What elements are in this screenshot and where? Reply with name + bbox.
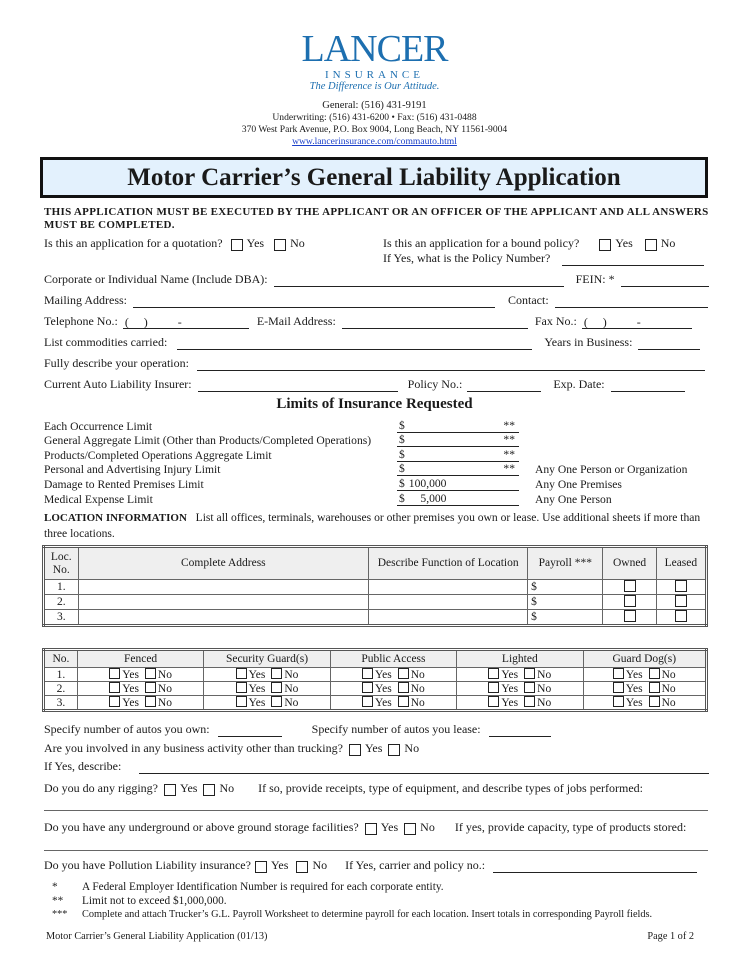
autos-own-label: Specify number of autos you own: — [44, 722, 210, 736]
email-field[interactable] — [342, 315, 528, 329]
telephone-label: Telephone No.: — [44, 314, 118, 328]
commodities-field[interactable] — [177, 336, 532, 350]
leased-checkbox[interactable] — [675, 580, 687, 592]
yes-label: Yes — [270, 858, 289, 872]
footnote-mark: ** — [503, 462, 515, 476]
rigging-no-checkbox[interactable] — [203, 784, 215, 796]
pollution-label: Do you have Pollution Liability insurance? — [44, 858, 251, 872]
public-yes-checkbox[interactable] — [362, 696, 373, 707]
guard-cell — [204, 682, 330, 696]
footnote-text: Limit not to exceed $1,000,000. — [82, 895, 227, 907]
guard-yes-checkbox[interactable] — [236, 668, 247, 679]
autos-row — [44, 722, 551, 737]
dog-no-checkbox[interactable] — [649, 668, 660, 679]
footnote-payroll — [52, 908, 652, 922]
guard-no-checkbox[interactable] — [271, 696, 282, 707]
contact-field[interactable] — [555, 294, 708, 308]
owned-checkbox[interactable] — [624, 580, 636, 592]
insurer-field[interactable] — [198, 378, 398, 392]
policy-no-field[interactable] — [467, 378, 541, 392]
pollution-carrier-field[interactable] — [493, 859, 697, 873]
table-row — [44, 610, 707, 626]
insurer-label: Current Auto Liability Insurer: — [44, 377, 192, 391]
storage-label: Do you have any underground or above ground storage facilities? — [44, 820, 359, 834]
storage-yes-checkbox[interactable] — [365, 823, 377, 835]
no-label: No — [537, 683, 552, 695]
currency-symbol: $ — [399, 447, 405, 461]
fein-field[interactable] — [621, 273, 709, 287]
no-label: No — [157, 697, 172, 709]
lighted-no-checkbox[interactable] — [524, 668, 535, 679]
logo-tagline: The Difference is Our Attitude. — [309, 81, 440, 92]
commodities-label: List commodities carried: — [44, 335, 168, 349]
no-label: No — [404, 741, 420, 755]
dog-cell — [583, 696, 706, 711]
fenced-yes-checkbox[interactable] — [109, 668, 120, 679]
no-label: No — [420, 820, 435, 834]
yes-label: Yes — [501, 697, 519, 709]
quotation-no-checkbox[interactable] — [274, 239, 286, 251]
page-number: Page 1 of 2 — [647, 931, 694, 942]
fenced-cell — [77, 668, 203, 682]
currency-symbol: $ — [399, 476, 405, 490]
no-label: No — [661, 683, 676, 695]
footnote-limit — [52, 894, 652, 908]
currency-symbol: $ — [399, 462, 405, 476]
website-link[interactable]: www.lancerinsurance.com/commauto.html — [292, 136, 457, 147]
mailing-address-field[interactable] — [133, 294, 495, 308]
limit-row-each-occurrence — [44, 418, 714, 433]
dog-cell — [583, 682, 706, 696]
dog-yes-checkbox[interactable] — [613, 696, 624, 707]
no-label: No — [284, 669, 299, 681]
fenced-cell — [77, 682, 203, 696]
no-label: No — [410, 669, 425, 681]
limit-label: General Aggregate Limit (Other than Products/Completed Operations) — [44, 434, 372, 448]
location-table — [42, 545, 708, 627]
policy-number-row — [383, 251, 704, 266]
col-security-guard: Security Guard(s) — [204, 650, 330, 668]
guard-cell — [204, 696, 330, 711]
other-business-label: Are you involved in any business activity other than trucking? — [44, 741, 343, 755]
guard-no-checkbox[interactable] — [271, 682, 282, 693]
no-label: No — [290, 236, 305, 250]
limits-title: Limits of Insurance Requested — [276, 396, 473, 412]
public-cell — [330, 668, 456, 682]
no-label: No — [661, 697, 676, 709]
limit-amount — [405, 419, 504, 432]
lighted-cell — [457, 696, 583, 711]
rigging-yes-checkbox[interactable] — [164, 784, 176, 796]
footnote-mark: * — [52, 881, 58, 893]
col-loc-no: Loc. No. — [44, 547, 79, 580]
leased-checkbox[interactable] — [675, 595, 687, 607]
fenced-no-checkbox[interactable] — [145, 682, 156, 693]
yes-label: Yes — [179, 781, 198, 795]
corp-name-row — [44, 272, 709, 287]
logo-wordmark: LANCER — [301, 28, 448, 70]
limit-amount — [405, 433, 504, 446]
dog-no-checkbox[interactable] — [649, 696, 660, 707]
col-lighted: Lighted — [457, 650, 583, 668]
table-row — [44, 682, 707, 696]
storage-followup-label: If yes, provide capacity, type of products stored: — [454, 820, 687, 834]
pollution-yes-checkbox[interactable] — [255, 861, 267, 873]
email-label: E-Mail Address: — [256, 314, 336, 328]
lighted-yes-checkbox[interactable] — [488, 682, 499, 693]
yes-label: Yes — [122, 697, 139, 709]
storage-row — [44, 820, 686, 835]
footnote-text: A Federal Employer Identification Number is required for each corporate entity. — [82, 881, 444, 893]
public-cell — [330, 696, 456, 711]
exp-date-field[interactable] — [611, 378, 685, 392]
rigging-row — [44, 781, 643, 796]
limit-row-medical-expense — [44, 491, 714, 506]
fenced-yes-checkbox[interactable] — [109, 696, 120, 707]
no-label: No — [410, 683, 425, 695]
underwriting-phone: Underwriting: (516) 431-6200 • Fax: (516) 431-0488 — [272, 112, 477, 123]
limit-row-personal-injury — [44, 462, 714, 477]
fenced-yes-checkbox[interactable] — [109, 682, 120, 693]
dog-yes-checkbox[interactable] — [613, 668, 624, 679]
location-instructions: List all offices, terminals, warehouses or other premises you own or lease. Use additional sheets if more than three locations. — [44, 511, 701, 540]
limit-amount: 100,000 — [408, 476, 447, 490]
yes-label: Yes — [375, 683, 392, 695]
pollution-followup-label: If Yes, carrier and policy no.: — [345, 858, 486, 872]
public-no-checkbox[interactable] — [398, 696, 409, 707]
quotation-label: Is this an application for a quotation? — [44, 236, 223, 250]
policy-number-field[interactable] — [562, 252, 704, 266]
operation-label: Fully describe your operation: — [44, 356, 189, 370]
fax-label: Fax No.: — [534, 314, 577, 328]
telephone-field[interactable]: ( ) - — [123, 315, 249, 329]
footnote-mark: ** — [503, 447, 515, 461]
col-no: No. — [44, 650, 78, 668]
owned-cell — [603, 610, 656, 626]
yes-label: Yes — [375, 669, 392, 681]
form-name: Motor Carrier’s General Liability Application (01/13) — [46, 931, 268, 942]
row-number: 3. — [44, 696, 78, 711]
loc-number: 1. — [44, 580, 79, 595]
owned-checkbox[interactable] — [624, 610, 636, 622]
fenced-no-checkbox[interactable] — [145, 696, 156, 707]
dog-no-checkbox[interactable] — [649, 682, 660, 693]
title-box — [40, 157, 708, 198]
quotation-question — [44, 236, 305, 251]
owned-checkbox[interactable] — [624, 595, 636, 607]
leased-cell — [656, 595, 706, 610]
yes-label: Yes — [122, 683, 139, 695]
limit-label: Personal and Advertising Injury Limit — [44, 463, 221, 477]
no-label: No — [660, 236, 676, 250]
col-address: Complete Address — [78, 547, 369, 580]
yes-label: Yes — [625, 697, 643, 709]
function-cell[interactable] — [369, 595, 528, 610]
yes-label: Yes — [248, 683, 266, 695]
footnote-fein — [52, 880, 652, 894]
other-business-no-checkbox[interactable] — [388, 744, 400, 756]
row-number: 2. — [44, 682, 78, 696]
owned-cell — [603, 580, 656, 595]
lighted-yes-checkbox[interactable] — [488, 668, 499, 679]
application-notice: THIS APPLICATION MUST BE EXECUTED BY THE APPLICANT OR AN OFFICER OF THE APPLICANT AND ALL ANSWERS MUST BE COMPLETED. — [44, 206, 709, 231]
yes-label: Yes — [248, 669, 266, 681]
address-cell[interactable] — [78, 610, 369, 626]
no-label: No — [312, 858, 328, 872]
location-intro — [44, 510, 704, 541]
col-public-access: Public Access — [330, 650, 456, 668]
describe-field[interactable] — [139, 760, 709, 774]
rigging-answer-field[interactable] — [44, 810, 708, 811]
bound-yes-checkbox[interactable] — [599, 239, 611, 251]
lighted-cell — [457, 682, 583, 696]
corp-name-field[interactable] — [274, 273, 564, 287]
no-label: No — [537, 697, 552, 709]
footnote-mark: *** — [52, 909, 68, 920]
page-footer — [46, 931, 694, 942]
limit-label: Medical Expense Limit — [44, 492, 153, 506]
lighted-cell — [457, 668, 583, 682]
storage-no-checkbox[interactable] — [404, 823, 416, 835]
no-label: No — [284, 697, 299, 709]
insurer-row — [44, 377, 685, 392]
row-number: 1. — [44, 668, 78, 682]
years-label: Years in Business: — [544, 335, 633, 349]
public-yes-checkbox[interactable] — [362, 682, 373, 693]
footnote-mark: ** — [52, 895, 64, 907]
limit-field — [397, 477, 519, 491]
autos-lease-label: Specify number of autos you lease: — [311, 722, 481, 736]
lancer-logo — [0, 30, 749, 93]
public-no-checkbox[interactable] — [398, 668, 409, 679]
dog-yes-checkbox[interactable] — [613, 682, 624, 693]
guard-yes-checkbox[interactable] — [236, 682, 247, 693]
dog-cell — [583, 668, 706, 682]
location-table-header — [44, 547, 707, 580]
function-cell[interactable] — [369, 610, 528, 626]
limit-amount: 5,000 — [408, 491, 447, 505]
limit-field[interactable] — [397, 462, 519, 476]
payroll-cell[interactable]: $ — [528, 580, 603, 595]
describe-label: If Yes, describe: — [44, 759, 122, 773]
limit-field[interactable] — [397, 433, 519, 447]
phone-row — [44, 314, 692, 329]
yes-label: Yes — [375, 697, 392, 709]
leased-cell — [656, 580, 706, 595]
bound-label: Is this an application for a bound policy? — [383, 236, 580, 250]
bound-question — [383, 236, 675, 251]
bound-no-checkbox[interactable] — [645, 239, 657, 251]
general-phone: General: (516) 431-9191 — [322, 100, 427, 111]
pollution-row — [44, 858, 697, 873]
col-owned: Owned — [603, 547, 656, 580]
yes-label: Yes — [122, 669, 139, 681]
commodities-row — [44, 335, 700, 350]
fenced-no-checkbox[interactable] — [145, 668, 156, 679]
no-label: No — [661, 669, 676, 681]
page-title: Motor Carrier’s General Liability Application — [127, 163, 621, 191]
describe-row — [44, 759, 709, 774]
limit-field — [397, 492, 519, 506]
no-label: No — [410, 697, 425, 709]
public-yes-checkbox[interactable] — [362, 668, 373, 679]
limit-note: Any One Person — [535, 492, 612, 506]
footnote-mark: ** — [503, 433, 515, 447]
yes-label: Yes — [380, 820, 399, 834]
function-cell[interactable] — [369, 580, 528, 595]
mailing-row — [44, 293, 708, 308]
limits-table — [44, 418, 714, 506]
limit-field[interactable] — [397, 419, 519, 433]
limit-row-rented-premises — [44, 476, 714, 491]
table-row — [44, 580, 707, 595]
guard-cell — [204, 668, 330, 682]
other-business-yes-checkbox[interactable] — [349, 744, 361, 756]
limit-field[interactable] — [397, 448, 519, 462]
yes-label: Yes — [246, 236, 265, 250]
autos-own-field[interactable] — [218, 723, 282, 737]
security-table — [42, 648, 708, 712]
yes-label: Yes — [615, 236, 633, 250]
table-row — [44, 696, 707, 711]
contact-block — [0, 100, 749, 148]
storage-answer-field[interactable] — [44, 850, 708, 851]
leased-checkbox[interactable] — [675, 610, 687, 622]
lighted-yes-checkbox[interactable] — [488, 696, 499, 707]
autos-lease-field[interactable] — [489, 723, 551, 737]
years-in-business-field[interactable] — [638, 336, 700, 350]
payroll-cell[interactable]: $ — [528, 595, 603, 610]
no-label: No — [157, 669, 172, 681]
no-label: No — [284, 683, 299, 695]
location-heading: LOCATION INFORMATION — [44, 512, 187, 524]
no-label: No — [157, 683, 172, 695]
yes-label: Yes — [364, 741, 383, 755]
yes-label: Yes — [625, 683, 643, 695]
limit-note: Any One Premises — [535, 477, 622, 491]
policy-no-label: Policy No.: — [407, 377, 463, 391]
currency-symbol: $ — [399, 433, 405, 447]
footnote-text: Complete and attach Trucker’s G.L. Payroll Worksheet to determine payroll for each location. Insert totals in corresponding Payroll fields. — [82, 909, 653, 920]
col-function: Describe Function of Location — [369, 547, 528, 580]
col-leased: Leased — [656, 547, 706, 580]
limit-note: Any One Person or Organization — [535, 463, 688, 477]
lighted-no-checkbox[interactable] — [524, 682, 535, 693]
exp-date-label: Exp. Date: — [553, 377, 605, 391]
limit-label: Damage to Rented Premises Limit — [44, 477, 204, 491]
currency-symbol: $ — [399, 491, 405, 505]
yes-label: Yes — [501, 683, 519, 695]
public-cell — [330, 682, 456, 696]
col-guard-dogs: Guard Dog(s) — [583, 650, 706, 668]
owned-cell — [603, 595, 656, 610]
fenced-cell — [77, 696, 203, 711]
table-row — [44, 668, 707, 682]
payroll-cell[interactable]: $ — [528, 610, 603, 626]
address-cell[interactable] — [78, 595, 369, 610]
currency-symbol: $ — [399, 418, 405, 432]
guard-yes-checkbox[interactable] — [236, 696, 247, 707]
col-payroll: Payroll *** — [528, 547, 603, 580]
limit-row-general-aggregate — [44, 433, 714, 448]
limit-label: Products/Completed Operations Aggregate Limit — [44, 448, 272, 462]
public-no-checkbox[interactable] — [398, 682, 409, 693]
rigging-followup-label: If so, provide receipts, type of equipment, and describe types of jobs performed: — [258, 781, 644, 795]
col-fenced: Fenced — [77, 650, 203, 668]
no-label: No — [537, 669, 552, 681]
lighted-no-checkbox[interactable] — [524, 696, 535, 707]
no-label: No — [219, 781, 235, 795]
loc-number: 3. — [44, 610, 79, 626]
footnotes — [52, 880, 652, 922]
footnote-mark: ** — [503, 418, 515, 432]
corp-name-label: Corporate or Individual Name (Include DBA): — [44, 272, 268, 286]
guard-no-checkbox[interactable] — [271, 668, 282, 679]
limit-label: Each Occurrence Limit — [44, 419, 153, 433]
yes-label: Yes — [625, 669, 643, 681]
operation-field[interactable] — [197, 357, 705, 371]
limit-row-products-aggregate — [44, 447, 714, 462]
limit-amount — [405, 462, 504, 475]
rigging-label: Do you do any rigging? — [44, 781, 158, 795]
contact-label: Contact: — [508, 293, 549, 307]
mailing-label: Mailing Address: — [44, 293, 127, 307]
pollution-no-checkbox[interactable] — [296, 861, 308, 873]
company-address: 370 West Park Avenue, P.O. Box 9004, Long Beach, NY 11561-9004 — [241, 124, 508, 135]
logo-subtitle: INSURANCE — [325, 69, 424, 81]
yes-label: Yes — [248, 697, 266, 709]
fax-field[interactable]: ( ) - — [582, 315, 692, 329]
table-row — [44, 595, 707, 610]
quotation-yes-checkbox[interactable] — [231, 239, 243, 251]
address-cell[interactable] — [78, 580, 369, 595]
loc-number: 2. — [44, 595, 79, 610]
leased-cell — [656, 610, 706, 626]
limit-amount — [405, 448, 504, 461]
policy-number-label: If Yes, what is the Policy Number? — [383, 251, 551, 265]
yes-label: Yes — [501, 669, 519, 681]
other-business-row — [44, 741, 419, 756]
security-table-header — [44, 650, 707, 668]
fein-label: FEIN: * — [575, 272, 615, 286]
operation-row — [44, 356, 705, 371]
